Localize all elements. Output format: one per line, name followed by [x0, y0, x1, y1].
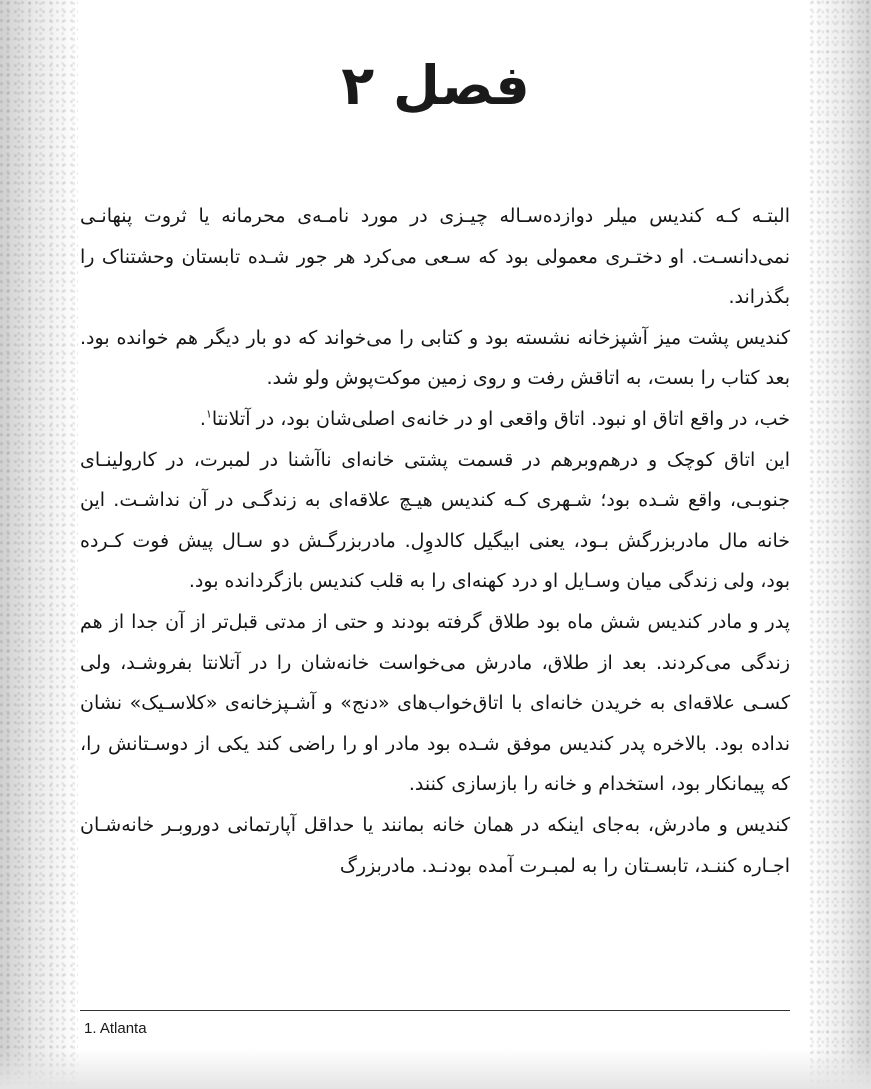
page-edge-right: [809, 0, 871, 1089]
page-edge-left: [0, 0, 78, 1089]
footnote-divider: [80, 1010, 790, 1011]
chapter-title: فصل ۲: [341, 54, 530, 117]
paragraph-1: البتـه کـه کندیس میلر دوازده‌سـاله چیـزی در مورد نامـه‌ی محرمانه یا ثروت پنهانـی نمی‌دانسـت. او دختـری معمولی بود که سـعی می‌کرد هر جور شـده تابستان وحشتناک را بگذراند.: [80, 205, 790, 309]
paragraph-4: این اتاق کوچک و درهم‌وبرهم در قسمت پشتی خانه‌ای ناآشنا در لمبرت، در کارولینـای جنوبـی، واقع شـده بود؛ شـهری کـه کندیس هیـچ علاقه‌ای به زندگـی در آن نداشـت. این خانه مال مادربزرگش بـود، یعنی ابیگیل کالدوِل. مادربزرگـش دو سـال پیش فوت کـرده بود، ولی زندگی میان وسـایل او درد کهنه‌ای را به قلب کندیس بازگردانده بود.: [80, 448, 790, 593]
body-text: [80, 196, 790, 886]
footnote-marker: ۱: [205, 407, 212, 421]
paragraph-2: کندیس پشت میز آشپزخانه نشسته بود و کتابی را می‌خواند که دو بار دیگر هم خوانده بود. بعد کتاب را بست، به اتاقش رفت و روی زمین موکت‌پوش ولو شد.: [80, 326, 790, 390]
paragraph-6: کندیس و مادرش، به‌جای اینکه در همان خانه بمانند یا حداقل آپارتمانی دوروبـر خانه‌شـان اجـاره کننـد، تابسـتان را به لمبـرت آمده بودنـد. مادربزرگ: [80, 813, 790, 877]
paragraph-3: خب، در واقع اتاق او نبود. اتاق واقعی او در خانه‌ی اصلی‌شان بود، در آتلانتا$^۱$.: [199, 407, 790, 430]
paragraph-3-text: خب، در واقع اتاق او نبود. اتاق واقعی او در خانه‌ی اصلی‌شان بود، در آتلانتا: [211, 407, 790, 430]
page-edge-bottom: [0, 1049, 871, 1089]
paragraph-5: پدر و مادر کندیس شش ماه بود طلاق گرفته بودند و حتی از مدتی قبل‌تر از آن جدا از هم زندگی می‌کردند. بعد از طلاق، مادرش می‌خواست خانه‌شان را در آتلانتا بفروشـد، ولی کسـی علاقه‌ای به خریدن خانه‌ای با اتاق‌خواب‌های «دنج» و آشـپزخانه‌ی «کلاسـیک» نشان نداده بود. بالاخره پدر کندیس موفق شـده بود مادر او را راضی کند یکی از دوسـتانش را، که پیمانکار بود، استخدام و خانه را بازسازی کنند.: [80, 610, 790, 796]
footnote: 1. Atlanta: [84, 1020, 147, 1037]
